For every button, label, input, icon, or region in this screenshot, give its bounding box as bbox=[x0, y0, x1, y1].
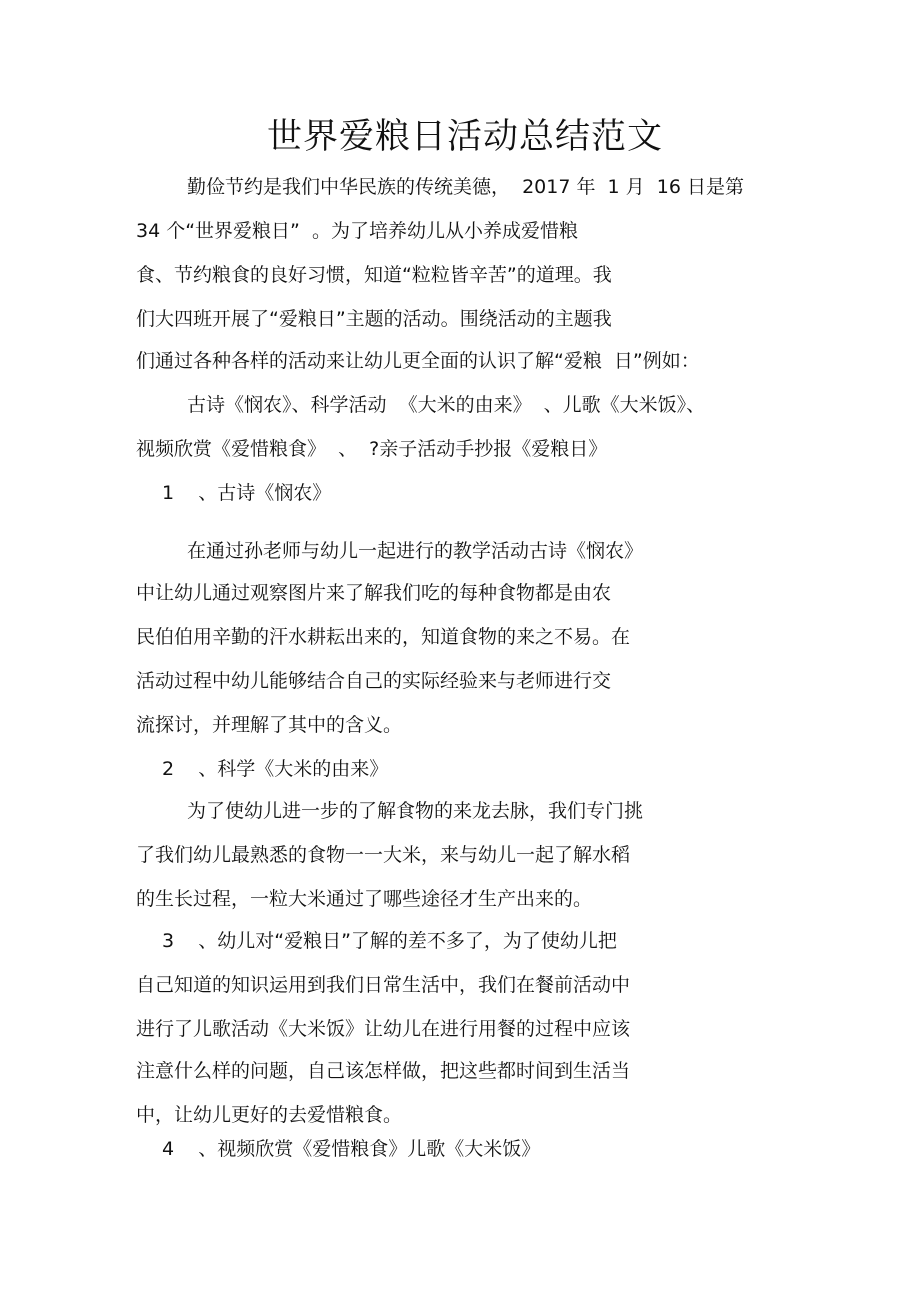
paragraph-line: 注意什么样的问题，自己该怎样做，把这些都时间到生活当 bbox=[136, 1060, 631, 1082]
paragraph-line: 视频欣赏《爱惜粮食》 、 ?亲子活动手抄报《爱粮日》 bbox=[136, 438, 608, 460]
paragraph-line: 的生长过程，一粒大米通过了哪些途径才生产出来的。 bbox=[136, 888, 593, 910]
section-heading-1: 1 、古诗《悯农》 bbox=[162, 482, 332, 504]
paragraph-line: 中，让幼儿更好的去爱惜粮食。 bbox=[136, 1104, 403, 1126]
paragraph-line: 流探讨，并理解了其中的含义。 bbox=[136, 714, 403, 736]
paragraph-line: 为了使幼儿进一步的了解食物的来龙去脉，我们专门挑 bbox=[187, 800, 644, 822]
paragraph-line: 食、节约粮食的良好习惯，知道“粒粒皆辛苦”的道理。我 bbox=[136, 264, 612, 286]
paragraph-line: 们大四班开展了“爱粮日”主题的活动。围绕活动的主题我 bbox=[136, 308, 612, 330]
paragraph-line: 进行了儿歌活动《大米饭》让幼儿在进行用餐的过程中应该 bbox=[136, 1018, 631, 1040]
paragraph-line: 34 个“世界爱粮日” 。为了培养幼儿从小养成爱惜粮 bbox=[136, 220, 578, 242]
section-heading-2: 2 、科学《大米的由来》 bbox=[162, 758, 389, 780]
paragraph-line: 勤俭节约是我们中华民族的传统美德， 2017 年 1 月 16 日是第 bbox=[187, 176, 744, 198]
paragraph-line: 古诗《悯农》、科学活动 《大米的由来》 、儿歌《大米饭》、 bbox=[187, 394, 706, 416]
paragraph-line: 中让幼儿通过观察图片来了解我们吃的每种食物都是由农 bbox=[136, 582, 612, 604]
section-heading-3: 3 、幼儿对“爱粮日”了解的差不多了，为了使幼儿把 bbox=[162, 930, 617, 952]
section-heading-4: 4 、视频欣赏《爱惜粮食》儿歌《大米饭》 bbox=[162, 1138, 541, 1160]
paragraph-line: 了我们幼儿最熟悉的食物一一大米，来与幼儿一起了解水稻 bbox=[136, 844, 631, 866]
paragraph-line: 民伯伯用辛勤的汗水耕耘出来的，知道食物的来之不易。在 bbox=[136, 626, 631, 648]
paragraph-line: 在通过孙老师与幼儿一起进行的教学活动古诗《悯农》 bbox=[187, 540, 644, 562]
paragraph-line: 活动过程中幼儿能够结合自己的实际经验来与老师进行交 bbox=[136, 670, 612, 692]
paragraph-line: 自己知道的知识运用到我们日常生活中，我们在餐前活动中 bbox=[136, 974, 631, 996]
paragraph-line: 们通过各种各样的活动来让幼儿更全面的认识了解“爱粮 日”例如： bbox=[136, 350, 700, 372]
document-title: 世界爱粮日活动总结范文 bbox=[266, 117, 663, 157]
